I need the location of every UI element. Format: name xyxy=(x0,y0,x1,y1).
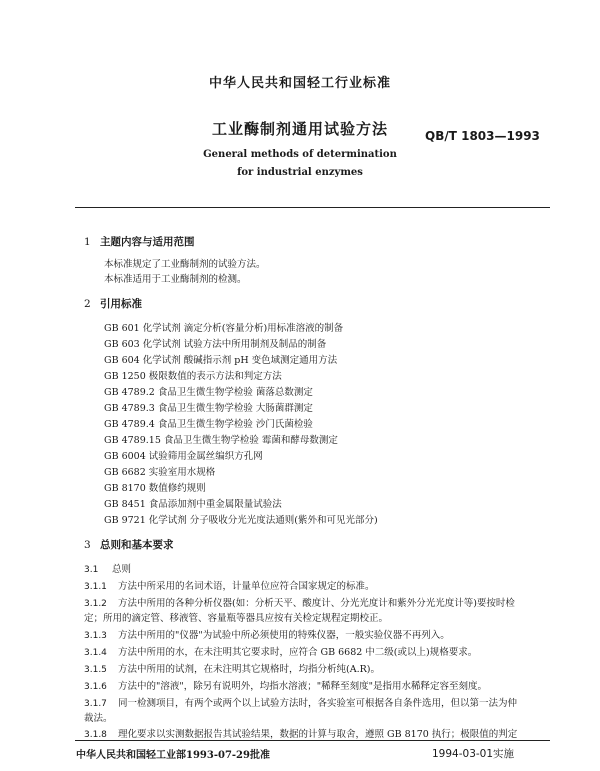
clause-number: 3.1.8 xyxy=(84,730,107,740)
referenced-standard: GB 9721 化学试剂 分子吸收分光光度法通则(紫外和可见光部分) xyxy=(104,515,378,526)
section-1-line: 本标准适用于工业酶制剂的检测。 xyxy=(104,274,247,285)
clause-text: 方法中所用的各种分析仪器(如：分析天平、酸度计、分光光度计和紫外分光光度计等)要按时检 xyxy=(118,598,515,609)
clause-text: 理化要求以实测数据报告其试验结果，数据的计算与取舍，遵照 GB 8170 执行；极限值的判定 xyxy=(118,729,518,740)
clause-3-1-4 xyxy=(84,644,477,658)
section-number: 1 xyxy=(84,236,91,248)
section-title: 引用标准 xyxy=(100,298,142,310)
clause-3-1-8 xyxy=(84,726,517,740)
section-2-heading xyxy=(84,296,142,311)
clause-3-1-6 xyxy=(84,678,487,692)
clause-text: 方法中所采用的名词术语，计量单位应符合国家规定的标准。 xyxy=(118,581,375,592)
clause-3-1 xyxy=(84,561,131,575)
clause-3-1-7 xyxy=(84,695,517,709)
issuing-body: 中华人民共和国轻工行业标准 xyxy=(208,76,391,91)
clause-3-1-7-continuation: 裁法。 xyxy=(84,713,113,724)
clause-3-1-2-continuation: 定；所用的滴定管、移液管、容量瓶等器具应按有关检定规程定期校正。 xyxy=(84,613,389,624)
clause-3-1-3 xyxy=(84,627,450,641)
referenced-standard: GB 6682 实验室用水规格 xyxy=(104,467,216,478)
clause-text: 方法中所用的水，在未注明其它要求时，应符合 GB 6682 中二级(或以上)规格要求。 xyxy=(118,647,478,658)
referenced-standard: GB 603 化学试剂 试验方法中所用制剂及制品的制备 xyxy=(104,339,327,350)
footer-divider xyxy=(75,740,550,741)
section-3-heading xyxy=(84,537,174,552)
standard-title-chinese: 工业酶制剂通用试验方法 xyxy=(211,120,388,138)
section-title: 主题内容与适用范围 xyxy=(100,236,195,248)
section-number: 2 xyxy=(84,298,91,310)
standard-title-english-line-1: General methods of determination xyxy=(203,149,397,160)
referenced-standard: GB 4789.2 食品卫生微生物学检验 菌落总数测定 xyxy=(104,387,313,398)
clause-3-1-1 xyxy=(84,578,375,592)
clause-number: 3.1.5 xyxy=(84,665,107,675)
clause-number: 3.1.1 xyxy=(84,582,107,592)
clause-number: 3.1.6 xyxy=(84,682,107,692)
clause-3-1-2 xyxy=(84,595,515,609)
clause-number: 3.1.3 xyxy=(84,631,107,641)
referenced-standard: GB 8451 食品添加剂中重金属限量试验法 xyxy=(104,499,282,510)
clause-3-1-5 xyxy=(84,661,380,675)
standard-number: QB/T 1803—1993 xyxy=(425,129,540,143)
standard-title-english-line-2: for industrial enzymes xyxy=(237,167,363,178)
clause-text: 同一检测项目，有两个或两个以上试验方法时，各实验室可根据各自条件选用，但以第一法为仲 xyxy=(118,698,518,709)
approval-line: 中华人民共和国轻工业部1993-07-29批准 xyxy=(76,750,270,761)
referenced-standard: GB 8170 数值修约规则 xyxy=(104,483,206,494)
clause-number: 3.1.2 xyxy=(84,599,107,609)
referenced-standard: GB 4789.3 食品卫生微生物学检验 大肠菌群测定 xyxy=(104,403,313,414)
clause-number: 3.1.7 xyxy=(84,699,107,709)
clause-number: 3.1.4 xyxy=(84,648,107,658)
implementation-date: 1994-03-01实施 xyxy=(432,748,515,760)
section-1-heading xyxy=(84,234,195,249)
clause-text: 方法中的"溶液"，除另有说明外，均指水溶液；"稀释至刻度"是指用水稀释定容至刻度。 xyxy=(118,681,487,692)
referenced-standard: GB 1250 极限数值的表示方法和判定方法 xyxy=(104,371,282,382)
section-1-line: 本标准规定了工业酶制剂的试验方法。 xyxy=(104,259,266,270)
referenced-standard: GB 601 化学试剂 滴定分析(容量分析)用标准溶液的制备 xyxy=(104,323,344,334)
clause-number: 3.1 xyxy=(84,565,99,575)
clause-text: 方法中所用的试剂，在未注明其它规格时，均指分析纯(A.R)。 xyxy=(118,664,380,675)
section-number: 3 xyxy=(84,539,91,551)
referenced-standard: GB 4789.15 食品卫生微生物学检验 霉菌和酵母数测定 xyxy=(104,435,338,446)
clause-text: 方法中所用的"仪器"为试验中所必须使用的特殊仪器，一般实验仪器不再列入。 xyxy=(118,630,450,641)
clause-text: 总则 xyxy=(112,564,132,575)
referenced-standard: GB 6004 试验筛用金属丝编织方孔网 xyxy=(104,451,263,462)
referenced-standard: GB 4789.4 食品卫生微生物学检验 沙门氏菌检验 xyxy=(104,419,313,430)
section-title: 总则和基本要求 xyxy=(100,539,174,551)
header-divider xyxy=(75,207,550,208)
referenced-standard: GB 604 化学试剂 酸碱指示剂 pH 变色域测定通用方法 xyxy=(104,355,338,366)
